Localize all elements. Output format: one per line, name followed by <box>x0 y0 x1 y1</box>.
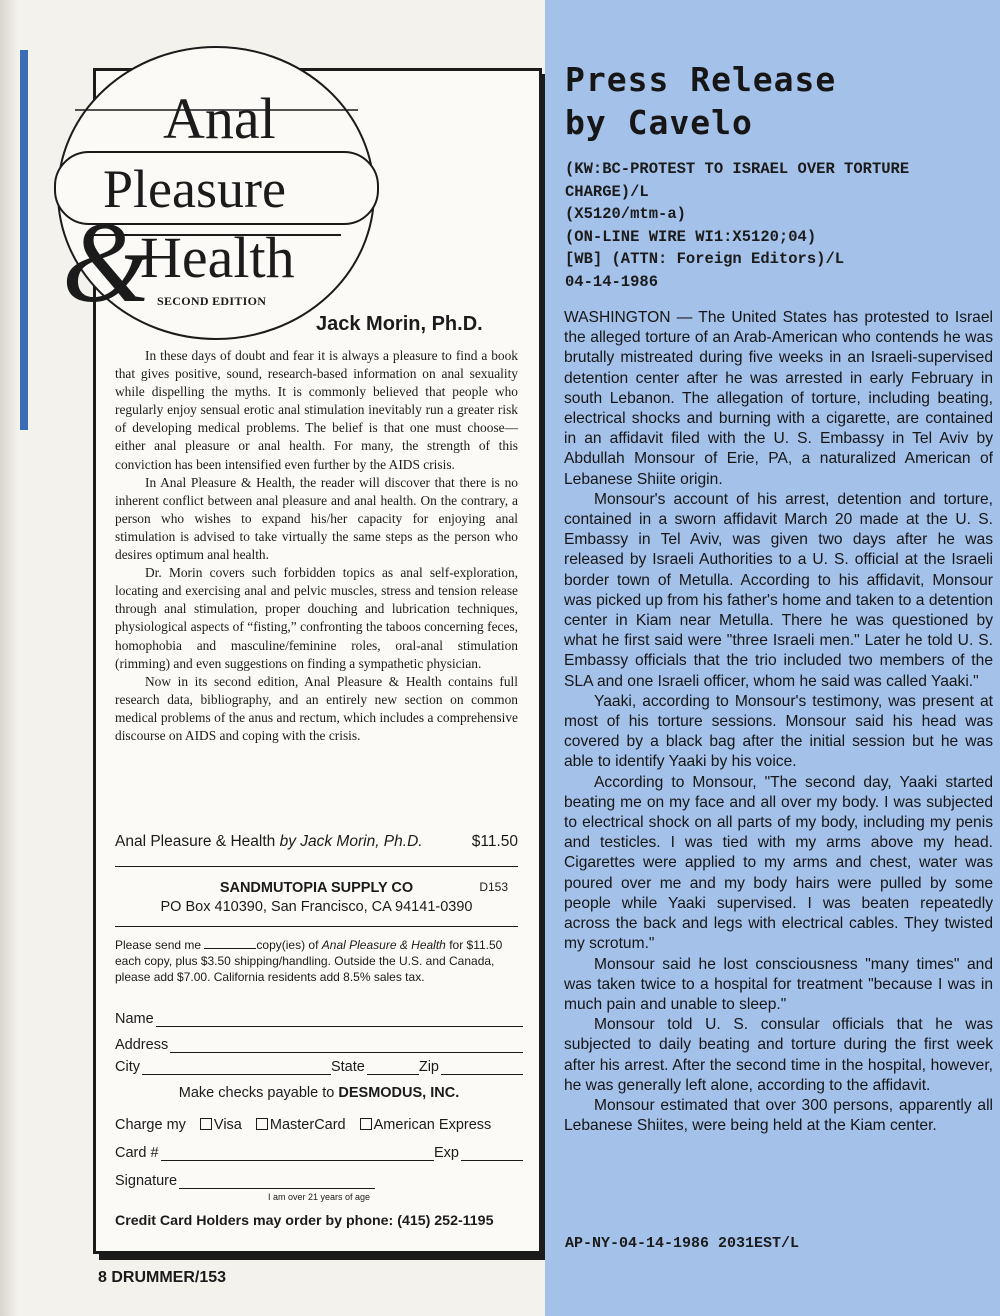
book-blurb <box>115 347 518 745</box>
order-book-title: Anal Pleasure & Health <box>321 938 446 952</box>
supplier-address: PO Box 410390, San Francisco, CA 94141-0390 <box>160 899 473 915</box>
address-line[interactable] <box>170 1038 523 1053</box>
card-line[interactable] <box>161 1146 434 1161</box>
mastercard-label: MasterCard <box>269 1117 346 1133</box>
order-text-2: copy(ies) of <box>256 938 319 952</box>
signature-label: Signature <box>115 1173 178 1189</box>
city-label: City <box>115 1059 140 1075</box>
amex-checkbox[interactable] <box>360 1118 372 1130</box>
payee-name: DESMODUS, INC. <box>338 1085 460 1101</box>
charge-label: Charge my <box>115 1117 186 1133</box>
press-story <box>564 308 993 1136</box>
name-label: Name <box>115 1011 154 1027</box>
copies-input[interactable] <box>204 937 256 949</box>
age-note: I am over 21 years of age <box>267 1192 371 1202</box>
slug-line: (KW:BC-PROTEST TO ISRAEL OVER TORTURE <box>565 160 910 178</box>
visa-checkbox[interactable] <box>200 1118 212 1130</box>
name-line[interactable] <box>156 1012 523 1027</box>
title-word-pleasure: Pleasure <box>103 159 286 219</box>
wire-slug <box>565 158 993 293</box>
name-field[interactable] <box>115 1011 523 1027</box>
story-paragraph: Monsour estimated that over 300 persons, apparently all Lebanese Shiites, were being held at the Kiam center. <box>564 1096 993 1135</box>
press-headline <box>565 58 836 144</box>
price-line <box>115 833 518 851</box>
signature-field[interactable] <box>115 1173 523 1189</box>
mastercard-option[interactable] <box>256 1117 346 1133</box>
supplier-code: D153 <box>479 880 508 894</box>
story-paragraph: Yaaki, according to Monsour's testimony, was present at most of his torture sessions. Monsour said his head was covered by a black bag after the initial session but he was able to identify Yaaki by his voice. <box>564 692 993 771</box>
mastercard-checkbox[interactable] <box>256 1118 268 1130</box>
slug-line: 04-14-1986 <box>565 272 659 291</box>
story-paragraph: Monsour's account of his arrest, detention and torture, contained in a sworn affidavit March 20 made at the U. S. Embassy in Tel Aviv, was given two days after he was released by Israeli Authorities to a U. S. official at the Israeli border town of Metulla. According to his affidavit, Monsour was picked up from his father's home and taken to a detention center in Kiam near Metulla. There he was questioned by what he first said were "three Israeli men." Later he told U. S. Embassy officials that the trio included two members of the SLA and one Israeli officer, whom he said was called Yaaki." <box>564 490 993 690</box>
headline-line-2: by Cavelo <box>565 103 753 142</box>
slug-line: (ON-LINE WIRE WI1:X5120;04) <box>565 227 817 246</box>
price-title-group <box>115 833 423 851</box>
divider <box>115 926 518 927</box>
amex-option[interactable] <box>360 1117 492 1133</box>
blurb-paragraph: Dr. Morin covers such forbidden topics as anal self-exploration, locating and exercising anal and pelvic muscles, stress and tension release through anal stimulation, proper douching and lubrication techniques, physiological aspects of “fisting,” confronting the taboos concerning feces, homophobia and masculine/feminine roles, oral-anal stimulation (rimming) and even suggestions on finding a sympathetic physician. <box>115 565 518 671</box>
order-text-3: for $11.50 each copy, plus $3.50 shipping/handling. Outside the U.S. and Canada, please add $7.00. California residents add 8.5% sales tax. <box>115 938 503 984</box>
phone-order-line: Credit Card Holders may order by phone: (415) 252-1195 <box>115 1213 494 1229</box>
price-book-title: Anal Pleasure & Health <box>115 833 276 850</box>
charge-options <box>115 1117 491 1133</box>
blurb-paragraph: Now in its second edition, Anal Pleasure & Health contains full research data, bibliography, and an entirely new section on common medical problems of the anus and rectum, which includes a comprehensive discourse on AIDS and coping with the crisis. <box>115 673 518 743</box>
zip-label: Zip <box>418 1059 439 1075</box>
state-line[interactable] <box>367 1060 419 1075</box>
slug-line: CHARGE)/L <box>565 182 649 201</box>
checks-payable-text: Make checks payable to <box>178 1085 335 1101</box>
page-footer: 8 DRUMMER/153 <box>98 1269 227 1286</box>
visa-option[interactable] <box>200 1117 242 1133</box>
exp-label: Exp <box>434 1145 459 1161</box>
headline-line-1: Press Release <box>565 60 837 99</box>
blurb-paragraph: In Anal Pleasure & Health, the reader will discover that there is no inherent conflict between anal pleasure and anal health. On the contrary, a person who wishes to expand his/her capacity for enjoying anal stimulation is advised to take virtually the same steps as the person who desires optimum anal health. <box>115 474 518 563</box>
title-word-health: Health <box>140 225 295 290</box>
price-author: by Jack Morin, Ph.D. <box>279 833 423 850</box>
story-paragraph: Monsour said he lost consciousness "many times" and was taken twice to a hospital for treatment "because I was in much pain and unable to sleep." <box>564 955 993 1013</box>
checks-payable <box>115 1085 523 1101</box>
divider <box>115 866 518 867</box>
story-paragraph: WASHINGTON — The United States has protested to Israel the alleged torture of an Arab-American who contends he was brutally mistreated during five weeks in an Israeli-supervised detention center after he was arrested in early February in south Lebanon. The allegation of torture, including beating, electrical shocks and burning with a cigarette, are contained in an affidavit filed with the U. S. Embassy in Tel Aviv by Abdullah Monsour of Erie, PA, a naturalized American of Lebanese Shiite origin. <box>564 309 993 488</box>
story-paragraph: According to Monsour, "The second day, Yaaki started beating me on my face and all over my body. I was subjected to electrical shock on all parts of my body, including my penis and testicles. I was tied with my arms above my head. Cigarettes were applied to my arms and chest, water was poured over me and my body hairs were pulled by some people while Yaaki supervised. I was beaten repeatedly across the back and legs with electrical cables. They twisted my scrotum." <box>564 773 993 953</box>
state-label: State <box>330 1059 365 1075</box>
price-value: $11.50 <box>471 833 518 850</box>
author-name: Jack Morin, Ph.D. <box>316 313 483 335</box>
page-edge <box>0 0 18 1316</box>
exp-line[interactable] <box>461 1146 523 1161</box>
wire-sign-off: AP-NY-04-14-1986 2031EST/L <box>565 1235 800 1252</box>
city-line[interactable] <box>142 1060 331 1075</box>
slug-line: (X5120/mtm-a) <box>565 205 686 223</box>
zip-line[interactable] <box>441 1060 523 1075</box>
order-instructions <box>115 937 525 985</box>
supplier-block <box>115 880 518 915</box>
city-state-zip-field[interactable] <box>115 1059 523 1075</box>
signature-line[interactable] <box>179 1174 375 1189</box>
card-label: Card # <box>115 1145 159 1161</box>
slug-line: [WB] (ATTN: Foreign Editors)/L <box>565 250 845 268</box>
address-label: Address <box>115 1037 169 1053</box>
story-paragraph: Monsour told U. S. consular officials that he was subjected to daily beating and torture during the first week after his arrest. After the second time in the hospital, however, he was generally left alone, according to the affidavit. <box>564 1016 993 1094</box>
title-word-anal: Anal <box>163 86 276 151</box>
blurb-paragraph: In these days of doubt and fear it is always a pleasure to find a book that gives positive, sound, research-based information on anal sexuality while dispelling the myths. It is commonly believed that people who regularly enjoy sensual erotic anal stimulation inevitably run a greater risk of developing medical problems. The belief is that one must choose—either anal pleasure or anal health. For many, the strength of this conviction has been intensified even further by the AIDS crisis. <box>115 348 518 472</box>
visa-label: Visa <box>213 1117 242 1133</box>
card-field[interactable] <box>115 1145 523 1161</box>
title-ampersand: & <box>62 199 152 326</box>
address-field[interactable] <box>115 1037 523 1053</box>
amex-label: American Express <box>373 1117 492 1133</box>
supplier-name: SANDMUTOPIA SUPPLY CO <box>219 880 414 896</box>
page-margin-mark <box>20 50 28 430</box>
order-text-1: Please send me <box>115 938 202 952</box>
edition-label: SECOND EDITION <box>157 294 267 308</box>
